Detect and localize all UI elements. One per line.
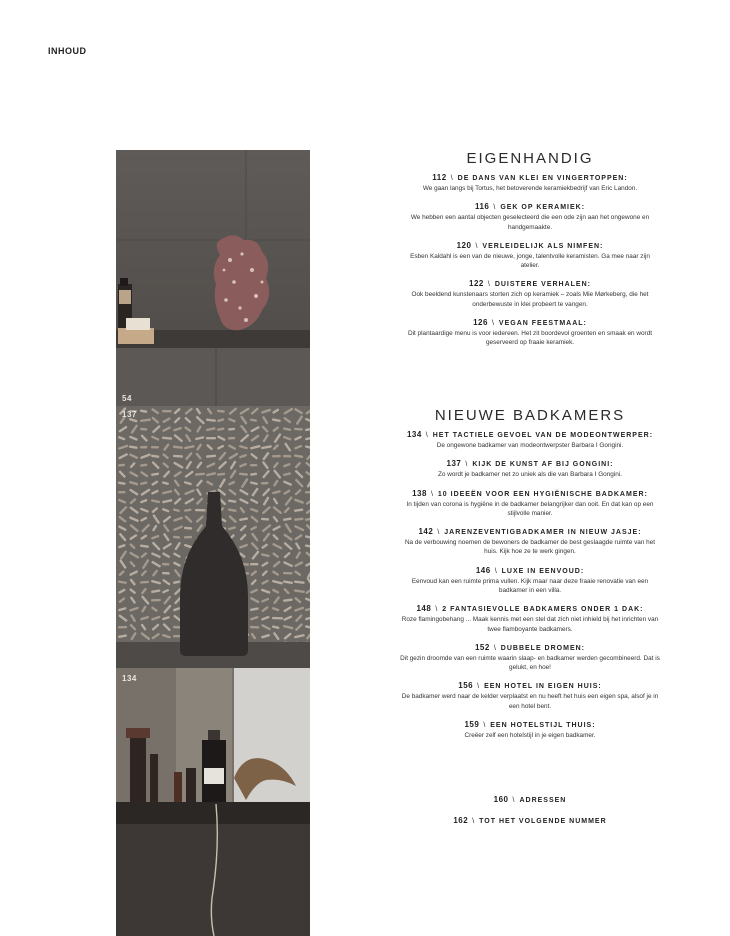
photo-black-vase: [116, 406, 310, 668]
photo-page-number: 134: [122, 674, 137, 683]
entry-page-number: 134: [406, 430, 422, 439]
black-vase: [180, 492, 248, 656]
separator: \: [512, 797, 516, 804]
photo-ceramic-sculpture: [116, 150, 310, 406]
bathroom-shelf-illustration: [116, 668, 310, 936]
separator: \: [472, 818, 476, 825]
entry-title: KIJK DE KUNST AF BIJ GONGINI:: [472, 461, 614, 469]
entry-page-number: 142: [418, 527, 434, 537]
entry-description: Esben Kaldahl is een van de nieuwe, jonge, talentvolle keramisten. Ga mee naar zijn atelier.: [410, 252, 650, 270]
photo-bathroom-shelf: [116, 668, 310, 936]
entry-page-number: 156: [458, 681, 474, 691]
photo-strip: [116, 150, 310, 936]
toc-section-eigenhandig: [400, 150, 660, 357]
entry-page-number: 162: [453, 816, 469, 825]
entry-page-number: 160: [493, 795, 509, 804]
entry-description: Dit plantaardige menu is voor iedereen. Het zit boordevol groenten en smaak en wordt geserveerd op fraaie keramiek.: [407, 329, 653, 347]
entry-description: Eenvoud kan een ruimte prima vullen. Kijk maar naar deze fraaie renovatie van een badkamer in een villa.: [411, 577, 649, 594]
entry-page-number: 148: [416, 604, 432, 614]
entry-title: DUBBELE DROMEN:: [500, 644, 586, 652]
entry-title: EEN HOTEL IN EIGEN HUIS:: [484, 683, 602, 691]
toc-entry[interactable]: [400, 566, 660, 596]
entry-title: LUXE IN EENVOUD:: [501, 567, 585, 575]
separator: \: [494, 567, 498, 575]
entry-page-number: 152: [474, 642, 490, 652]
toc-entry[interactable]: [400, 318, 660, 348]
toc-entry[interactable]: [400, 681, 660, 711]
entry-title: 2 FANTASIEVOLLE BADKAMERS ONDER 1 DAK:: [442, 606, 644, 614]
section-title: EIGENHANDIG: [466, 150, 594, 167]
entry-page-number: 126: [473, 317, 488, 327]
toc-entry[interactable]: [400, 643, 660, 673]
entry-page-number: 120: [456, 240, 472, 250]
entry-title: ADRESSEN: [519, 797, 567, 804]
toc-entry[interactable]: [400, 604, 660, 634]
entry-description: Roze flamingobehang ... Maak kennis met een stel dat zich niet inhield bij het inrichten van twee flamboyante badkamers.: [401, 616, 659, 633]
separator: \: [483, 721, 487, 729]
entry-title: DUISTERE VERHALEN:: [494, 281, 591, 289]
entry-description: In tijden van corona is hygiëne in de badkamer belangrijker dan ooit. En dat kan op een stijlvolle manier.: [406, 500, 654, 517]
separator: \: [450, 175, 454, 182]
section-header: INHOUD: [48, 46, 87, 56]
entry-title: VERLEIDELIJK ALS NIMFEN:: [482, 242, 604, 250]
separator: \: [475, 242, 479, 250]
toc-entry[interactable]: [400, 816, 660, 825]
entry-title: 10 IDEEËN VOOR EEN HYGIËNISCHE BADKAMER:: [437, 490, 648, 498]
separator: \: [487, 281, 491, 289]
entry-title: DE DANS VAN KLEI EN VINGERTOPPEN:: [457, 175, 628, 182]
photo-page-number: 137: [122, 410, 137, 419]
toc-entry[interactable]: [400, 202, 660, 232]
separator: \: [493, 644, 497, 652]
entry-page-number: 112: [432, 173, 447, 182]
separator: \: [493, 204, 497, 212]
entry-page-number: 159: [464, 719, 480, 729]
entry-title: GEK OP KERAMIEK:: [500, 204, 586, 212]
entry-description: Ook beeldend kunstenaars storten zich op keramiek – zoals Mie Mørkeberg, die het onderbewuste in klei probeert te vangen.: [411, 291, 649, 308]
entry-description: Creëer zelf een hotelstijl in je eigen badkamer.: [464, 731, 596, 739]
mosaic-tile-illustration: [116, 406, 310, 668]
separator: \: [425, 432, 429, 439]
entry-page-number: 137: [446, 459, 462, 469]
entry-description: De badkamer werd naar de kelder verplaatst en nu heeft het huis een eigen spa, alsof je in een hotel bent.: [401, 693, 659, 710]
entry-title: HET TACTIELE GEVOEL VAN DE MODEONTWERPER:: [432, 432, 654, 439]
entry-description: Dit gezin droomde van een ruimte waarin slaap- en badkamer werden gecombineerd. Dat is gelukt, en hoe!: [400, 654, 660, 672]
entry-page-number: 146: [475, 565, 491, 575]
toc-entry[interactable]: [400, 459, 660, 479]
entry-title: JARENZEVENTIGBADKAMER IN NIEUW JASJE:: [444, 529, 642, 537]
separator: \: [477, 683, 481, 691]
entry-page-number: 138: [412, 488, 427, 498]
toc-entry[interactable]: [400, 173, 660, 193]
separator: \: [430, 490, 434, 498]
separator: \: [435, 606, 439, 614]
toc-entry[interactable]: [400, 795, 660, 804]
entry-page-number: 116: [474, 202, 490, 212]
photo-page-number: 54: [122, 394, 132, 403]
toc-entry[interactable]: [400, 720, 660, 740]
toc-entry[interactable]: [400, 527, 660, 557]
entry-title: EEN HOTELSTIJL THUIS:: [490, 721, 596, 729]
ceramic-sculpture-illustration: [116, 150, 310, 406]
toc-entry[interactable]: [400, 430, 660, 450]
entry-description: We hebben een aantal objecten geselecteerd die een ode zijn aan het ongewone en handgemaakte.: [410, 214, 650, 231]
entry-description: De ongewone badkamer van modeontwerpster Barbara I Gongini.: [436, 442, 624, 449]
entry-description: Zo wordt je badkamer net zo uniek als die van Barbara I Gongini.: [437, 471, 622, 479]
entry-page-number: 122: [469, 279, 484, 289]
toc-entry[interactable]: [400, 241, 660, 271]
toc-section-nieuwe-badkamers: [400, 407, 660, 749]
entry-title: VEGAN FEESTMAAL:: [498, 319, 587, 327]
separator: \: [465, 461, 469, 469]
entry-description: Na de verbouwing noemen de bewoners de badkamer de best geslaagde ruimte van het huis. Kijk hoe ze te werk gingen.: [404, 539, 656, 556]
toc-entry[interactable]: [400, 489, 660, 519]
toc-entry[interactable]: [400, 279, 660, 309]
entry-description: We gaan langs bij Tortus, het betoverende keramiekbedrijf van Eric Landon.: [422, 185, 638, 192]
toc-extras: [400, 795, 660, 834]
separator: \: [437, 529, 441, 537]
separator: \: [491, 319, 495, 327]
section-title: NIEUWE BADKAMERS: [434, 407, 626, 424]
entry-title: TOT HET VOLGENDE NUMMER: [479, 818, 607, 825]
